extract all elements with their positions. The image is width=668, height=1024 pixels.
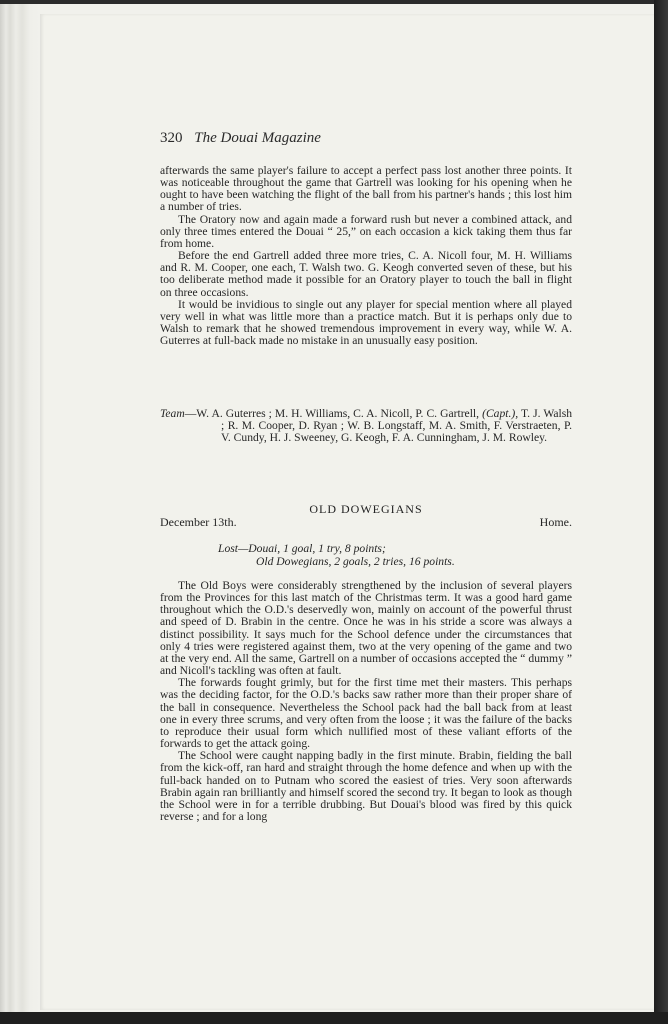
section-title: OLD DOWEGIANS — [309, 502, 423, 516]
paragraph-forwards: The forwards fought grimly, but for the first time met their masters. This perhaps was the deciding factor, for the O.D.'s backs saw rather more than their proper share of the ball in consequence. Nevertheless the School pack had the ball back from at least one in every three scrums, and very often from the loose ; it was the failure of the backs to reproduce their usual form which nullified most of these valiant efforts of the forwards to get the attack going. — [160, 676, 572, 751]
team-label: Team — [160, 407, 185, 420]
score-line-old-dowegians: Old Dowegians, 2 goals, 2 tries, 16 points. — [256, 555, 455, 568]
score-line-douai: Lost—Douai, 1 goal, 1 try, 8 points; — [218, 542, 386, 555]
magazine-title: The Douai Magazine — [194, 130, 321, 146]
team-players-b: T. J. Walsh ; R. M. Cooper, D. Ryan ; W. B. Longstaff, M. A. Smith, F. Verstraeten, P. V. Cundy, H. J. Sweeney, G. Keogh, F. A. Cunningham, J. M. Rowley. — [221, 407, 573, 445]
paragraph-oratory-attack: The Oratory now and again made a forward rush but never a combined attack, and only three times entered the Douai “ 25,” on each occasion a kick taking them thus far from home. — [160, 212, 572, 250]
team-players-a: W. A. Guterres ; M. H. Williams, C. A. Nicoll, P. C. Gartrell, — [196, 407, 480, 420]
paragraph-first-minute: The School were caught napping badly in the first minute. Brabin, fielding the ball from the kick-off, ran hard and straight through the home defence and when up with the full-back handed on to Putnam who scored the easiest of tries. Very soon afterwards Brabin again ran brilliantly and himself scored the second try. It began to look as though the School were in for a terrible drubbing. But Douai's blood was fired by this quick reverse ; and for a long — [160, 749, 572, 823]
book-spine-edge — [654, 0, 668, 1024]
team-list: Team—W. A. Guterres ; M. H. Williams, C. A. Nicoll, P. C. Gartrell, (Capt.), T. J. Walsh ; R. M. Cooper, D. Ryan ; W. B. Longstaff, M. A. Smith, F. Verstraeten, P. V. Cundy, H. J. Sweeney, G. Keogh, F. A. Cunningham, J. M. Rowley. — [160, 407, 573, 445]
bottom-edge — [0, 1012, 668, 1024]
running-header — [160, 130, 321, 147]
match-venue: Home. — [539, 515, 572, 529]
paragraph-old-boys: The Old Boys were considerably strengthened by the inclusion of several players from the Provinces for this last match of the Christmas term. It was a good hard game throughout which the O.D.'s deservedly won, mainly on account of the powerful thrust and speed of D. Brabin in the centre. Once he was in his stride a score was always a distinct possibility. It says much for the School defence under the circumstances that only 4 tries were registered against them, two at the very opening of the game and two at the very end. All the same, Gartrell on a number of occasions accepted the “ dummy ” and Nicoll's tackling was often at fault. — [160, 579, 572, 678]
paragraph-tries: Before the end Gartrell added three more tries, C. A. Nicoll four, M. H. Williams and R. M. Cooper, one each, T. Walsh two. G. Keogh converted seven of these, but his too deliberate method made it possible for an Oratory player to touch the ball in flight on three occasions. — [160, 249, 572, 299]
article-continuation — [160, 165, 572, 347]
paragraph-continued: afterwards the same player's failure to accept a perfect pass lost another three points. It was noticeable throughout the game that Gartrell was looking for his opening when he ought to have been watching the flight of the ball from his partner's hands ; this lost him a number of tries. — [160, 164, 572, 214]
match-score — [218, 542, 455, 568]
match-date: December 13th. — [160, 515, 237, 529]
match-dateline — [160, 515, 572, 530]
match-report — [160, 580, 572, 823]
captain-mark: (Capt.), — [482, 407, 519, 420]
paragraph-mention: It would be invidious to single out any player for special mention where all played very well in what was little more than a practice match. But it is perhaps only due to Walsh to remark that he showed tremendous improvement in every way, while W. A. Guterres at full-back made no mistake in an unusually easy position. — [160, 297, 572, 348]
page-number: 320 — [160, 130, 183, 146]
